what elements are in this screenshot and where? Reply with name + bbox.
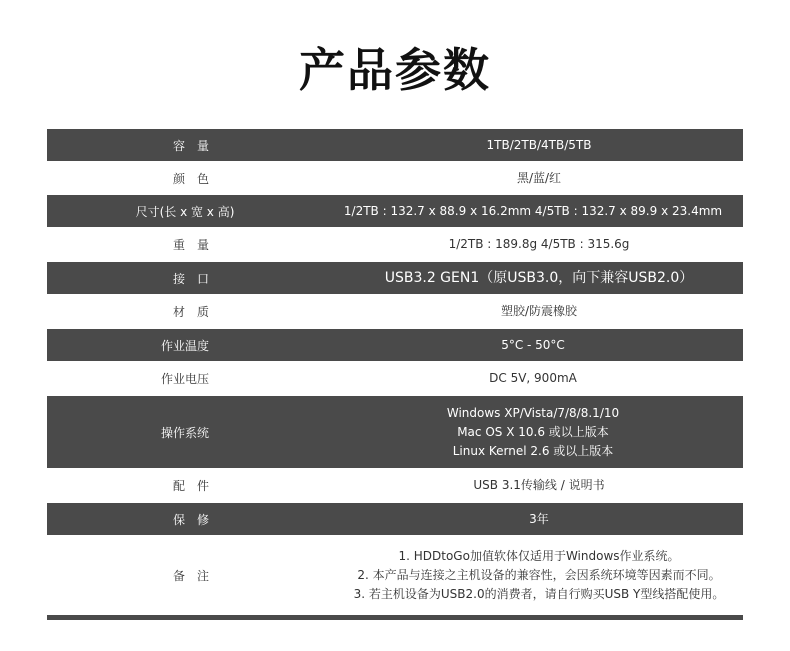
spec-value	[323, 369, 743, 388]
spec-value-line: 3年	[529, 511, 549, 526]
spec-label: 配件	[172, 479, 221, 493]
spec-label: 备注	[172, 568, 221, 583]
spec-row-warranty	[47, 503, 743, 535]
spec-value	[335, 476, 743, 495]
spec-value-line: DC 5V, 900mA	[489, 371, 577, 385]
spec-value	[335, 269, 743, 288]
spec-value-line: 3. 若主机设备为USB2.0的消费者，请自行购买USB Y型线搭配使用。	[353, 586, 725, 601]
spec-row-notes	[47, 535, 743, 615]
spec-value-line: 黑/蓝/红	[516, 170, 562, 185]
spec-value-line: Windows XP/Vista/7/8/8.1/10	[446, 405, 620, 420]
spec-label: 颜色	[172, 171, 221, 186]
spec-label: 材质	[172, 305, 221, 319]
spec-value	[335, 547, 743, 604]
spec-row-color	[47, 161, 743, 195]
spec-label: 作业温度	[160, 338, 209, 353]
spec-row-capacity	[47, 129, 743, 161]
spec-row-os	[47, 396, 743, 468]
page-title: 产品参数	[299, 43, 491, 97]
spec-row-interface	[47, 262, 743, 294]
spec-value	[335, 510, 743, 529]
spec-value	[323, 404, 743, 461]
spec-row-dimensions	[47, 195, 743, 227]
spec-row-temperature	[47, 329, 743, 361]
spec-value	[335, 136, 743, 155]
spec-value-line: 塑胶/防震橡胶	[500, 304, 578, 318]
spec-label: 容量	[172, 138, 221, 153]
spec-value	[335, 235, 743, 254]
spec-row-voltage	[47, 361, 743, 396]
spec-label: 操作系统	[160, 425, 209, 440]
spec-value	[335, 169, 743, 188]
spec-value-line: Linux Kernel 2.6 或以上版本	[452, 443, 614, 458]
spec-row-material	[47, 294, 743, 329]
spec-value	[323, 336, 743, 355]
spec-value-line: USB3.2 GEN1（原USB3.0，向下兼容USB2.0）	[384, 269, 694, 286]
spec-label: 保修	[172, 512, 221, 527]
spec-table	[47, 129, 743, 620]
spec-label: 重量	[172, 238, 221, 252]
spec-value-line: 1. HDDtoGo加值软体仅适用于Windows作业系统。	[398, 548, 680, 563]
spec-row-accessories	[47, 468, 743, 503]
spec-value-line: 5°C - 50°C	[501, 337, 565, 352]
spec-value-line: Mac OS X 10.6 或以上版本	[457, 424, 609, 439]
spec-value-line: 2. 本产品与连接之主机设备的兼容性，会因系统环境等因素而不同。	[357, 567, 721, 582]
spec-label: 作业电压	[160, 372, 209, 386]
table-bottom-border	[47, 615, 743, 620]
spec-label: 尺寸(长 x 宽 x 高)	[135, 204, 235, 219]
spec-value-line: USB 3.1传输线 / 说明书	[473, 478, 605, 492]
spec-label: 接口	[172, 271, 221, 286]
spec-value-line: 1/2TB : 132.7 x 88.9 x 16.2mm 4/5TB : 132.7 x 89.9 x 23.4mm	[343, 203, 723, 218]
spec-value	[335, 302, 743, 321]
spec-value	[323, 202, 743, 221]
spec-row-weight	[47, 227, 743, 262]
spec-value-line: 1TB/2TB/4TB/5TB	[486, 137, 592, 152]
spec-value-line: 1/2TB : 189.8g 4/5TB : 315.6g	[448, 237, 630, 251]
